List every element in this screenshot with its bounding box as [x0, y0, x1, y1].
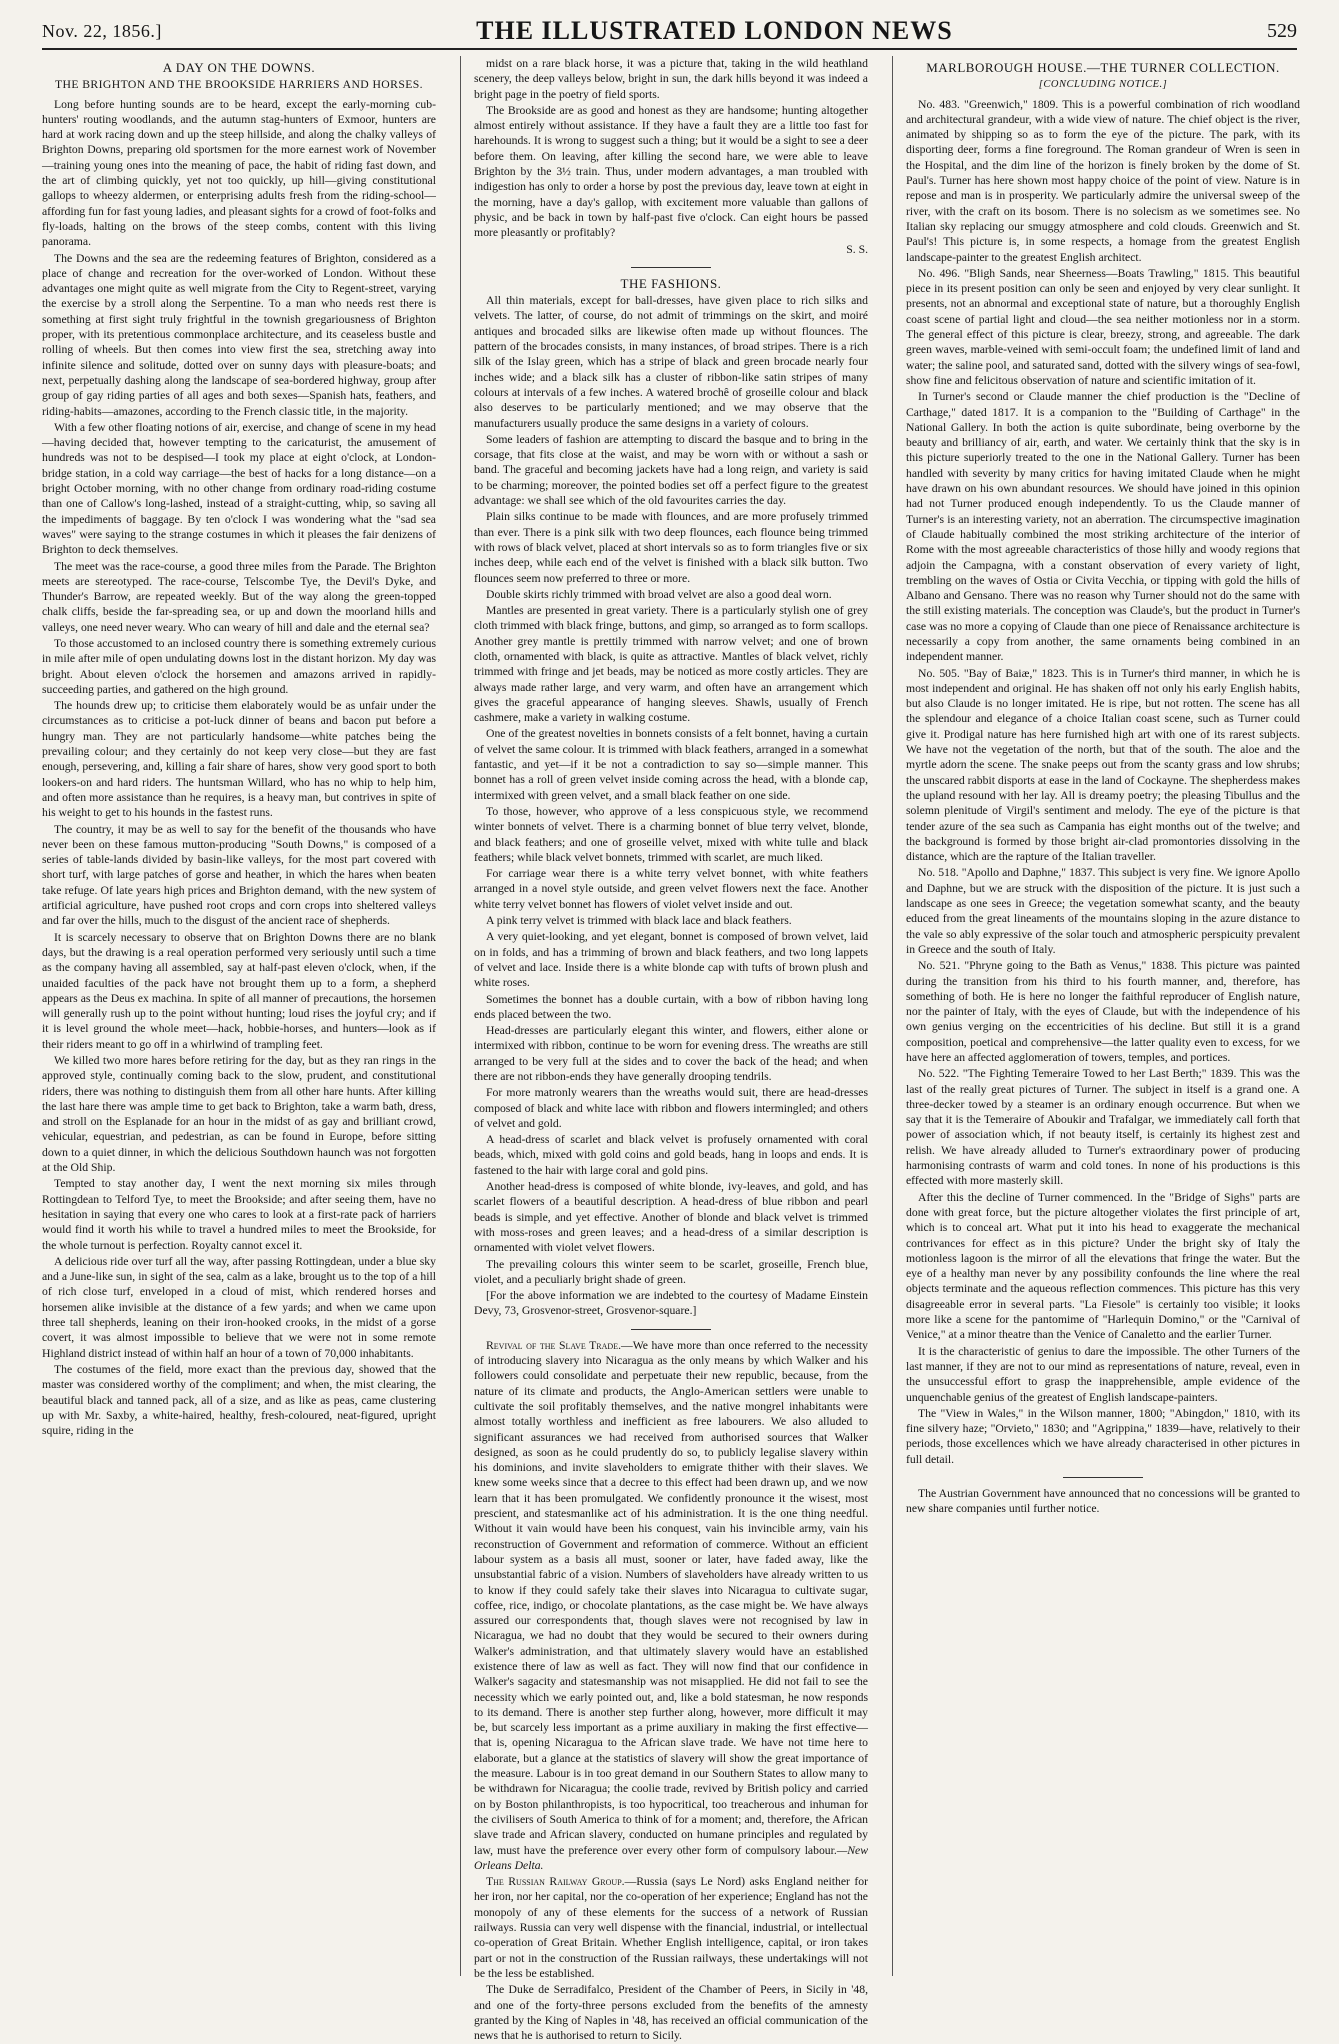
paragraph: With a few other floating notions of air, exercise, and change of scene in my head—having decided that, however tempting to the caricaturist, the amusement of hundreds was not to be despised—I took my place at eight o'clock, at London-bridge station, in a cold way carriage—the best of hacks for a long distance—on a bright October morning, with no other change from ordinary road-riding costume than one of Callow's long-lashed, instead of a straight-cutting, whip, so saving all the impediments of baggage. By ten o'clock I was wondering what the "sad sea waves" were saying to the strange costumes in which it pleases the fair denizens of Brighton to deck themselves. [42, 420, 436, 557]
paragraph: A delicious ride over turf all the way, after passing Rottingdean, under a blue sky and a June-like sun, in sight of the sea, calm as a lake, brought us to the top of a hill of rich close turf, enveloped in a cloud of mist, which rendered horses and horsemen alike invisible at the distance of a few yards; and when we came upon three tall shepherds, leaning on their iron-hooked crooks, in the midst of a gorse covert, it was almost impossible to believe that we were not in some remote Highland district instead of within half an hour of a town of 70,000 inhabitants. [42, 1254, 436, 1360]
paragraph: No. 518. "Apollo and Daphne," 1837. This subject is very fine. We ignore Apollo and Daphne, but we are struck with the disposition of the picture. It is just such a landscape as one sees in Greece; the vegetation somewhat scanty, and the beauty educed from the great lineaments of the mountains sloping in the azure distance to the vale so ably expressive of the solar touch and atmospheric perspicuity prevalent in Greece and the south of Italy. [906, 866, 1300, 956]
article-title: MARLBOROUGH HOUSE.—THE TURNER COLLECTION. [926, 60, 1280, 75]
news-item-source: —New Orleans Delta. [474, 1843, 868, 1872]
article-title: THE FASHIONS. [620, 275, 722, 291]
column-3 [906, 56, 1300, 1518]
column-rule [460, 56, 461, 1976]
paragraph: The Downs and the sea are the redeeming features of Brighton, considered as a place of change and recreation for the over-worked of London. Without these advantages one might quite as well migrate from the City to Regent-street, varying the exercise by a stroll along the Serpentine. To a man who needs rest there is something at first sight truly frightful in the townish gregariousness of Brighton proper, with its pretentious commonplace architecture, and its ceaseless bustle and rolling of wheels. But then comes into view first the sea, stretching away into infinite silence and solitude, dotted over on sunny days with pleasure-boats; and next, perpetually dashing along the landscape of sea-bordered highway, group after group of gay riding parties of all ages and both sexes—Spanish hats, feathers, and riding-habits—amazones, according to the French classic title, in the majority. [42, 251, 436, 418]
news-item-lead: Revival of the Slave Trade. [486, 1338, 622, 1352]
paragraph: One of the greatest novelties in bonnets consists of a felt bonnet, having a curtain of velvet the same colour. It is trimmed with black feathers, arranged in a somewhat fantastic, and yet—if it be not a contradiction to say so—simple manner. This bonnet has a roll of green velvet inside coming across the head, with a blonde cap, intermixed with green velvet, and a small black feather on one side. [474, 727, 868, 802]
column-rule [892, 56, 893, 1976]
article-body [42, 97, 436, 1439]
news-item-text: —Russia (says Le Nord) asks England neither for her iron, nor her capital, nor the co-operation of her experience; England has not the monopoly of any of these elements for the success of a network of Russian railways. Russia can very well dispense with the financial, industrial, or intellectual co-operation of Great Britain. Whether English intelligence, capital, or iron takes part or not in the construction of the Russian railways, these undertakings will not be the less be established. [474, 1875, 868, 1980]
article-body [474, 293, 868, 1319]
page-number: 529 [1267, 19, 1297, 42]
paragraph: A pink terry velvet is trimmed with black lace and black feathers. [486, 914, 792, 928]
paragraph: All thin materials, except for ball-dresses, have given place to rich silks and velvets. The latter, of course, do not admit of trimmings on the skirt, and moiré antiques and brocaded silks are likewise often made up without flounces. The pattern of the brocades consists, in many instances, of broad stripes. There is a rich silk of the Islay green, which has a stripe of black and green brocade nearly four inches wide; and a black silk has a cluster of ribbon-like satin stripes of many colours at intervals of a few inches. A watered brochê of groseille colour and black also deserves to be particularly mentioned; and we may observe that the manufacturers usually produce the same designs in a variety of colours. [474, 294, 868, 430]
paragraph: [For the above information we are indebted to the courtesy of Madame Einstein Devy, 73, Grosvenor-street, Grosvenor-square.] [474, 1289, 868, 1318]
article-subtitle: [CONCLUDING NOTICE.] [1038, 79, 1168, 91]
paragraph: Double skirts richly trimmed with broad velvet are also a good deal worn. [486, 587, 832, 601]
news-item-lead: The Russian Railway Group. [486, 1875, 625, 1889]
column-1 [42, 56, 436, 1439]
paragraph: No. 521. "Phryne going to the Bath as Venus," 1838. This picture was painted during the transition from his third to his fourth manner, and, therefore, has something of both. He is here no longer the faithful reproducer of English nature, nor the painter of Italy, with the eyes of Claude, but with the independence of his own genius verging on the eccentricities of his decline. But still it is a grand composition, poetical and comprehensive—the latter quality even to excess, for we have here an affected agglomeration of towers, temples, and portices. [906, 959, 1300, 1064]
paragraph: Some leaders of fashion are attempting to discard the basque and to bring in the corsage, that fits close at the waist, and may be worn with or without a sash or band. The graceful and becoming jackets have had a long reign, and variety is said to be charming; moreover, the pointed bodies set off a perfect figure to the greatest advantage: we shall see which of the old favourites carries the day. [474, 432, 868, 508]
paragraph: A head-dress of scarlet and black velvet is profusely ornamented with coral beads, which, mixed with gold coins and gold beads, hang in loops and ends. It is fastened to the hair with large coral and gold pins. [474, 1133, 868, 1177]
paragraph: No. 522. "The Fighting Temeraire Towed to her Last Berth;" 1839. This was the last of the really great pictures of Turner. The subject in itself is a grand one. A three-decker towed by a steamer is an ordinary enough occurrence. But when we say that it is the Temeraire of Aboukir and Trafalgar, we immediately call forth that power of association which, if not beauty itself, is certainly its highest zest and relish. We have already alluded to Turner's extraordinary power of producing harmonising contrasts of warm and cold tones. In none of his productions is this effected with more masterly skill. [906, 1067, 1300, 1188]
paragraph: No. 496. "Bligh Sands, near Sheerness—Boats Trawling," 1815. This beautiful piece in its present position can only be seen and enjoyed by very clear sunlight. It presents, not an abnormal and exceptional state of nature, but a thoroughly English coast scene of partial light and cloud—the sea neither motionless nor in a storm. The general effect of this picture is clear, breezy, strong, and agreeable. The dark green waves, marble-veined with semi-occult foam; the undefined limit of land and water; the saline pool, and saturated sand, dotted with the silvery wings of sea-fowl, show fine and felicitous observation of nature and scientific imitation of it. [906, 266, 1300, 387]
issue-date: Nov. 22, 1856.] [42, 20, 162, 41]
article-title: A DAY ON THE DOWNS. [162, 60, 316, 75]
paragraph: The Brookside are as good and honest as they are handsome; hunting altogether almost entirely without assistance. If they have a fault they are a little too fast for harehounds. It is wrong to suggest such a thing; but it would be a sight to see a deer before them. On leaving, after killing the second hare, we were able to leave Brighton by the 3½ train. Thus, under modern advantages, a man troubled with indigestion has only to order a horse by post the previous day, leave town at eight in the morning, have a day's gallop, with excitement more valuable than gallons of physic, and be back in town by half-past five o'clock. Can eight hours be passed more pleasantly or profitably? [474, 103, 868, 240]
paragraph: A very quiet-looking, and yet elegant, bonnet is composed of brown velvet, laid on in folds, and has a trimming of brown and black feathers, and two long lappets of velvet and lace. Inside there is a white blonde cap with tufts of brown plush and white roses. [474, 930, 868, 990]
section-divider [631, 1329, 711, 1330]
author-signature: S. S. [846, 242, 868, 256]
paragraph: midst on a rare black horse, it was a picture that, taking in the wild heathland scenery, the deep valleys below, bright in sun, the dark hills beyond it was indeed a bright page in the poetry of field sports. [474, 57, 868, 101]
paragraph: No. 483. "Greenwich," 1809. This is a powerful combination of rich woodland and architectural grandeur, with a wide view of nature. The chief object is the river, animated by shipping so as to form the eye of the picture. The park, with its disporting deer, forms a fine foreground. The Roman grandeur of Wren is seen in the Hospital, and the dim line of the horizon is finely broken by the dome of St. Paul's. Turner has here shown most happy choice of the point of view. Nature is in repose and man is in prosperity. We particularly admire the universal sweep of the river, with the craft on its bosom. There is no solecism as we sometimes see. No Italian sky replacing our smuggy atmosphere and cold clouds. Greenwich and St. Paul's! This picture is, in some respects, a homage from the greatest English landscape-painter to the greatest English architect. [906, 97, 1300, 264]
paragraph: The hounds drew up; to criticise them elaborately would be as unfair under the circumstances as to criticise a pot-luck dinner of beans and bacon put before a hungry man. They are not particularly handsome—white patches being the prevailing colour; and they certainly do not keep very close—but they are fast enough, persevering, and, killing a fair share of hares, show very good sport to both lookers-on and hard riders. The huntsman Willard, who has no whip to help him, and often more assistance than he requires, is a heavy man, but contrives in spite of his weight to get to his hounds in the fastest runs. [42, 699, 436, 820]
paragraph: The country, it may be as well to say for the benefit of the thousands who have never been on these famous mutton-producing "South Downs," is composed of a series of table-lands divided by basin-like valleys, for the most part covered with short turf, with large patches of gorse and heather, in which the hares when beaten take refuge. Of late years high prices and Brighton demand, with the new system of artificial agriculture, have pushed root crops and corn crops into sheltered valleys and far over the hills, much to the disgust of the ancient race of shepherds. [42, 822, 436, 928]
paragraph: Sometimes the bonnet has a double curtain, with a bow of ribbon having long ends placed between the two. [474, 992, 868, 1021]
paragraph: To those accustomed to an inclosed country there is something extremely curious in mile after mile of open undulating downs lost in the distant horizon. My day was bright. About eleven o'clock the horsemen and amazons arrived in rapidly-succeeding parties, and gathered on the high ground. [42, 636, 436, 696]
section-divider [1063, 1477, 1143, 1478]
paragraph: We killed two more hares before retiring for the day, but as they ran rings in the approved style, continually coming back to the slow, prudent, and constitutional riders, there was nothing to distinguish them from all other hare hunts. After killing the last hare there was ample time to get back to Brighton, take a warm bath, dress, and stroll on the Esplanade for an hour in the midst of as gay and brilliant crowd, vehicular, equestrian, and pedestrian, as can be found in Europe, before sitting down to a quiet dinner, in which the delicious Southdown haunch was not forgotten at the Old Ship. [42, 1054, 436, 1175]
paragraph: The prevailing colours this winter seem to be scarlet, groseille, French blue, violet, and a peculiarly bright shade of green. [474, 1257, 868, 1286]
paragraph: The meet was the race-course, a good three miles from the Parade. The Brighton meets are stereotyped. The race-course, Telscombe Tye, the Devil's Dyke, and Thunder's Barrow, are repeated weekly. But of the way along the green-topped chalk cliffs, beside the far-spreading sea, or up and down the moorland hills and valleys, one need never weary. Who can weary of hill and dale and the eternal sea? [42, 559, 436, 634]
column-2 [474, 56, 868, 2044]
paragraph: It is scarcely necessary to observe that on Brighton Downs there are no blank days, but the drawing is a real operation performed very seriously until such a time as the company having all assembled, say at half-past eleven o'clock, when, if the unaided faculties of the pack have not brought them up to a form, a shepherd appears as the Deus ex machina. In spite of all manner of precautions, the horsemen will generally rush up to the point without hunting; loud rises the joyful cry; and if it is level ground the whole meet—hack, hobbie-horses, and hunters—look as if their riders meant to go off in a whirlwind of trampling feet. [42, 930, 436, 1051]
paragraph: For more matronly wearers than the wreaths would suit, there are head-dresses composed of black and white lace with ribbon and flowers intermingled; and others of velvet and gold. [474, 1086, 868, 1130]
paragraph: The costumes of the field, more exact than the previous day, showed that the master was considered worthy of the compliment; and when, the mist clearing, the beautiful black and tanned pack, all of a size, and as like as peas, came clustering up with Mr. Saxby, a white-haired, healthy, fresh-coloured, neat-figured, upright squire, riding in the [42, 1362, 436, 1438]
article-body [906, 97, 1300, 1467]
paragraph: The "View in Wales," in the Wilson manner, 1800; "Abingdon," 1810, with its fine silvery haze; "Orvieto," 1830; and "Agrippina," 1839—have, relatively to their periods, those excellences which we have already characterised in other pictures in full detail. [906, 1406, 1300, 1466]
news-item-text: —We have more than once referred to the necessity of introducing slavery into Nicaragua as the only means by which Walker and his followers could consolidate and perpetuate their new republic, because, from the nature of its climate and products, the Anglo-American settlers were unable to cultivate the soil profitably themselves, and the native mongrel inhabitants were almost totally worthless and inefficient as free labourers. We also alluded to significant assurances we had received from authorised sources that Walker designed, as soon as he could prudently do so, to publicly legalise slavery within his dominions, and invite slaveholders to emigrate thither with their slaves. We knew some weeks since that a decree to this effect had been drawn up, and we now learn that it has been promulgated. We confidently pronounce it the wisest, most prescient, and statesmanlike act of his administration. It is the one thing needful. Without it vain would have been his conquest, vain his invincible army, vain his reconstruction of Government and reformation of commerce. Without an efficient labour system as a basis all must, sooner or later, have faded away, like the unsubstantial fabric of a vision. Numbers of slaveholders have already written to us to know if they could safely take their slaves into Nicaragua to cultivate sugar, coffee, rice, indigo, or chocolate plantations, as the case might be. We have always assured our correspondents that, though slaves were not recognised by law in Nicaragua, we had no doubt that they would be secured to their owners during Walker's administration, and that ultimately slavery would have an established existence there of law as well as fact. They will now find that our confidence in Walker's sagacity and statesmanship was not misapplied. He did not fail to see the necessity which we early pointed out, and, like a bold statesman, he now responds to its demand. There is another step further along, however, more difficult it may be, but scarcely less important as a prime auxiliary in making the first effective—that is, opening Nicaragua to the African slave trade. We have not time here to elaborate, but a glance at the statistics of slavery will show the great importance of the measure. Labour is in too great demand in our Southern States to allow many to be withdrawn for Nicaragua; the coolie trade, revived by British policy and carried on by Boston philanthropists, is too hypocritical, too treacherous and inhuman for the civilisers of South America to think of for a moment; and, therefore, the African slave trade and African slavery, conducted on humane principles and regulated by law, must have the preference over every other form of compulsory labour. [474, 1338, 868, 1857]
paragraph: Head-dresses are particularly elegant this winter, and flowers, either alone or intermixed with ribbon, continue to be worn for evening dress. The wreaths are still arranged to be very full at the sides and to cover the back of the head; and when there are not ribbon-ends they have generally drooping tendrils. [474, 1024, 868, 1083]
newspaper-title: THE ILLUSTRATED LONDON NEWS [476, 16, 953, 45]
paragraph: Mantles are presented in great variety. There is a particularly stylish one of grey cloth trimmed with black fringe, buttons, and gimp, so arranged as to form scallops. Another grey mantle is prettily trimmed with narrow velvet; and one of brown cloth, ornamented with black, is quite as attractive. Mantles of black velvet, richly trimmed with fringe and jet beads, may be noticed as more costly articles. They are always made rather large, and very warm, and often have an arrangement which gives the graceful appearance of hanging sleeves. Shawls, usually of French cashmere, make a variety in walking costume. [474, 604, 868, 725]
paragraph: To those, however, who approve of a less conspicuous style, we recommend winter bonnets of velvet. There is a charming bonnet of blue terry velvet, blonde, and black feathers; and one of groseille velvet, mixed with white tulle and black feathers; while black velvet bonnets, trimmed with scarlet, are much liked. [474, 804, 868, 864]
article-subtitle: THE BRIGHTON AND THE BROOKSIDE HARRIERS AND HORSES. [54, 78, 424, 92]
paragraph: It is the characteristic of genius to dare the impossible. The other Turners of the last manner, if they are not to our mind as representations of nature, reveal, even in the unsuccessful effort to grasp the inapprehensible, ample evidence of the unquenchable genius of the greatest of English landscape-painters. [906, 1344, 1300, 1404]
masthead [42, 14, 1297, 50]
paragraph: No. 505. "Bay of Baiæ," 1823. This is in Turner's third manner, in which he is most independent and original. He has shaken off not only his early English habits, but also Claude is no longer imitated. He is ripe, but not rotten. The scene has all the splendour and elegance of a choice Italian coast scene, such as Turner could give it. Prodigal nature has here furnished high art with one of its rarest subjects. We have not the vegetation of the north, but that of the south. The aloe and the myrtle adorn the scene. The snake peeps out from the scanty grass and low shrubs; the unscared rabbit disports at ease in the land of Cockayne. The shepherdess makes the upland resound with her lay. All is dreamy poetry; the pleasing Tibullus and the solemn plenitude of Virgil's sentiment and melody. The eye of the picture is that tender azure of the sea such as Campania has eight months out of the twelve; and the background is formed by those bright air-clad promontories dissolving in the distance, which are the rapture of the Italian traveller. [906, 666, 1300, 864]
paragraph: After this the decline of Turner commenced. In the "Bridge of Sighs" parts are done with great force, but the picture altogether violates the first principle of art, which is to conceal art. What put it into his head to exaggerate the mechanical contrivances for effect as in this picture? Under the bright sky of Italy the motionless lagoon is the mirror of all the elevations that fringe the water. But the eye of a healthy man never by any possibility confounds the line where the real objects terminate and the aqueous reflection commences. This picture has this very disagreeable error in several parts. "La Fiesole" is certainly too visible; it looks more like a scene for the pantomime of "Harlequin Domino," or the "Carnival of Venice," at a minor theatre than the Venice of Canaletto and the earlier Turner. [906, 1190, 1300, 1342]
paragraph: Plain silks continue to be made with flounces, and are more profusely trimmed than ever. There is a pink silk with two deep flounces, each flounce being trimmed with rows of black velvet, placed at short intervals so as to form triangles five or six inches deep, while each end of the velvet is finished with a black silk button. Two flounces seem now preferred to three or more. [474, 510, 868, 585]
paragraph: Long before hunting sounds are to be heard, except the early-morning cub-hunters' routing woodlands, and the autumn stag-hunters of Exmoor, hunters are hard at work racing down and up the steep hillside, and along the chalky valleys of Brighton Downs, preparing old sportsmen for the more earnest work of November—training young ones into the meaning of pace, the habit of riding fast down, and the art of climbing quickly, yet not too quickly, up hill—giving constitutional gallops to wheezy aldermen, or enterprising adults fresh from the riding-school—affording fun for fast young ladies, and pleasant sights for a crowd of foot-folks and fly-loads, halting on the brows of the steep combs, content with this living panorama. [42, 97, 436, 249]
paragraph: Another head-dress is composed of white blonde, ivy-leaves, and gold, and has scarlet flowers of a beautiful description. A head-dress of blue ribbon and pearl beads is simple, and yet effective. Another of blonde and black velvet is trimmed with moss-roses and green leaves; and a head-dress of a similar description is ornamented with violet velvet flowers. [474, 1180, 868, 1255]
paragraph: For carriage wear there is a white terry velvet bonnet, with white feathers arranged in a novel style outside, and green velvet flowers next the face. Another white terry velvet bonnet has flowers of violet velvet inside and out. [474, 867, 868, 911]
news-item [474, 1338, 868, 1873]
news-item: The Duke de Serradifalco, President of the Chamber of Peers, in Sicily in '48, and one of the forty-three persons excluded from the benefits of the amnesty granted by the King of Naples in '48, has received an official communication of the news that he is authorised to return to Sicily. [474, 1983, 868, 2043]
paragraph: In Turner's second or Claude manner the chief production is the "Decline of Carthage," dated 1817. It is a companion to the "Building of Carthage" in the National Gallery. In both the action is quite subordinate, being overborne by the beauty and brilliancy of air, earth, and water. We certainly think that the sky is in this picture superiorly treated to the one in the National Gallery. Turner has been handled with severity by many critics for having imitated Claude when he might have drawn on his own abundant resources. We should have joined in this opinion had not Turner produced enough independently. To us the Claude manner of Turner's is an interesting variety, not an aberration. The circumspective imagination of Claude habitually combined the most striking architecture of the interior of Rome with the most agreeable characteristics of those hilly and woody regions that adjoin the Campagna, with a constant observation of every variety of light, trembling on the waves of Ostia or Civita Vecchia, or tipping with gold the hills of Albano and Gensano. There was no reason why Turner should not do the same with the still existing materials. The conception was Claude's, but the product in Turner's case was no more a copying of Claude than one piece of Renaissance architecture is necessarily a copy from another, the same ornaments being combined in an independent manner. [906, 390, 1300, 664]
news-item [474, 1874, 868, 1981]
section-divider [631, 267, 711, 268]
news-item: The Austrian Government have announced that no concessions will be granted to new share companies until further notice. [906, 1487, 1300, 1516]
paragraph: Tempted to stay another day, I went the next morning six miles through Rottingdean to Telford Tye, to meet the Brookside; and after seeing them, have no hesitation in saying that every one who cares to look at a first-rate pack of harriers would find it worth his while to travel a hundred miles to meet the Brookside, for the whole turnout is perfection. Royalty cannot excel it. [42, 1177, 436, 1252]
